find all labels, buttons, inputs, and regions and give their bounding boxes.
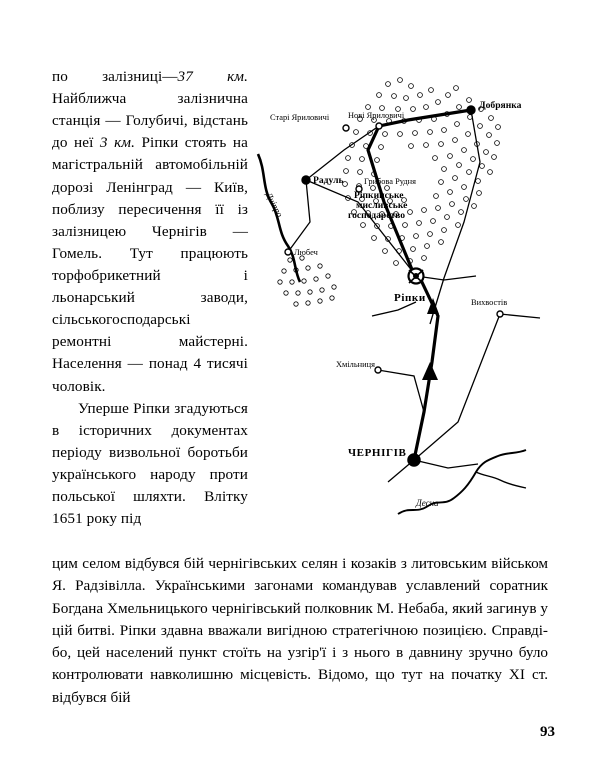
label-dobryanka: Добрянка bbox=[479, 100, 522, 111]
page-number: 93 bbox=[540, 724, 555, 740]
label-hunting-ground-line1: Ріпкинське bbox=[354, 190, 404, 201]
paragraph-1: по залізниці—37 км. Найближча залізнична станція — Голубичі, відстань до неї 3 км. Ріпки стоять на магістральній автомобільній дорозі Ленінград — Київ, поблизу пересичення її із залізницею Чернігів — Гомель. Тут працюють торфобрикетний і льонарський заводи, сільськогосподарські ремонтні майстерні. Населення — понад 4 тисячі чоловік. bbox=[52, 68, 248, 395]
river-desna-label: Десна bbox=[416, 498, 439, 508]
label-radul: Радуль bbox=[313, 175, 344, 186]
map-figure bbox=[248, 62, 588, 532]
river-dnipro-line bbox=[258, 154, 300, 282]
label-ripky: Ріпки bbox=[394, 292, 426, 304]
marker-khmilnytsia bbox=[375, 367, 381, 373]
river-desna-branch bbox=[476, 472, 526, 488]
label-lyubech: Любеч bbox=[294, 248, 318, 257]
paragraph-2: Уперше Ріпки згадуються в історичних документах періоду визвольної боротьби українського народу проти польської шляхти. Влітку 1651 року під bbox=[52, 399, 248, 528]
road-vykhvostiv-east bbox=[500, 314, 540, 318]
marker-novi-yarylovychi bbox=[376, 123, 382, 129]
marker-chernihiv bbox=[408, 454, 420, 466]
marker-vykhvostiv bbox=[497, 311, 503, 317]
road-ripky-west bbox=[372, 302, 416, 316]
label-chernihiv: ЧЕРНІГІВ bbox=[348, 447, 407, 459]
full-width-paragraph: цим селом відбувся бій чернігівських селян і козаків з литовським військом Я. Радзівілла. Українськими загонами командував уславлений соратник Богдана Хмельницького чернігівський полковник М. Небаба, який загинув у цій битві. Ріпки здавна вважали вигідною стратегічною позицією. Справді-бо, цей населений пункт стоїть на узгір'ї і з нього в давнину зручно було контролювати навколишню місцевість. Відомо, що тут на початку XI ст. відбувся бій bbox=[52, 555, 548, 706]
label-stari-yarylovychi: Старі Яриловичі bbox=[270, 113, 330, 122]
river-dnipro-label: Дніпро bbox=[263, 190, 286, 219]
road-arrow-north-2 bbox=[422, 362, 438, 380]
full-width-paragraph-block bbox=[52, 553, 548, 709]
road-ripky-east bbox=[416, 276, 476, 280]
road-radul-lyubech bbox=[288, 180, 310, 252]
marker-radul bbox=[302, 176, 310, 184]
label-hunting-ground-line3: господарство bbox=[348, 210, 406, 221]
marker-dobryanka bbox=[467, 106, 475, 114]
label-vykhvostiv: Вихвостів bbox=[471, 298, 508, 307]
road-khmilnytsia bbox=[378, 370, 424, 412]
marker-stari-yarylovychi bbox=[343, 125, 349, 131]
road-chernihiv-east bbox=[414, 460, 478, 468]
label-novi-yarylovychi: Нові Яриловичі bbox=[348, 111, 405, 120]
label-hunting-ground-line2: мисливське bbox=[356, 200, 408, 211]
marker-lyubech bbox=[285, 249, 291, 255]
left-text-column bbox=[52, 66, 248, 530]
label-hrybova-rudnya: Грибова Рудня bbox=[364, 177, 416, 186]
label-khmilnytsia: Хмільниця bbox=[336, 360, 375, 369]
